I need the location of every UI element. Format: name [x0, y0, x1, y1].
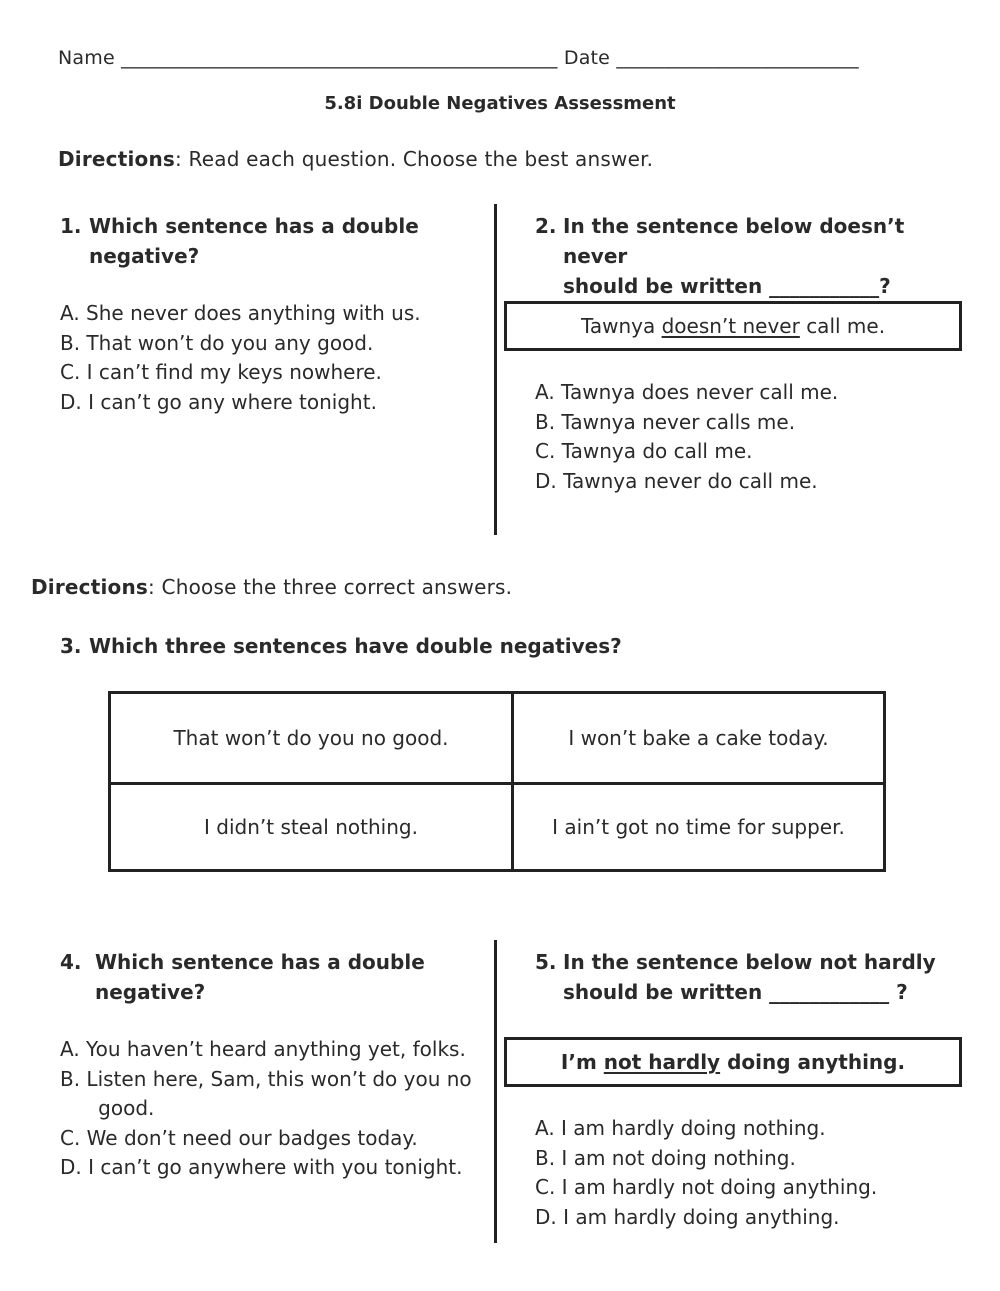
question-3-text: Which three sentences have double negatives?: [89, 634, 622, 658]
option-b[interactable]: B. Tawnya never calls me.: [535, 409, 796, 434]
grid-cell[interactable]: That won’t do you no good.: [173, 725, 449, 750]
name-blank: _____________________________________________: [121, 47, 558, 69]
grid-cell[interactable]: I didn’t steal nothing.: [111, 782, 511, 870]
question-number: 2.: [535, 214, 557, 238]
option-d[interactable]: D. Tawnya never do call me.: [535, 468, 818, 493]
option-b-continued[interactable]: good.: [60, 1096, 155, 1120]
underlined-phrase: not hardly: [603, 1050, 721, 1074]
question-2-sentence-box: [504, 301, 962, 351]
question-number: 4.: [60, 950, 82, 974]
directions-text: : Choose the three correct answers.: [148, 575, 513, 599]
question-1-line-1: Which sentence has a double: [89, 214, 419, 238]
option-b[interactable]: B. Listen here, Sam, this won’t do you no: [60, 1066, 472, 1091]
question-2-options: [535, 378, 838, 496]
underlined-phrase: doesn’t never: [661, 314, 800, 338]
question-5: [535, 947, 965, 1007]
date-label: Date: [563, 47, 611, 69]
sentence-text: Tawnya: [580, 314, 656, 338]
question-number: 3.: [60, 634, 82, 658]
option-c[interactable]: C. We don’t need our badges today.: [60, 1125, 418, 1150]
question-5-line-2: should be written ____________ ?: [563, 980, 908, 1004]
grid-cell[interactable]: I ain’t got no time for supper.: [511, 782, 883, 870]
sentence-text: call me.: [806, 314, 886, 338]
question-1: [60, 211, 460, 271]
option-c[interactable]: C. I am hardly not doing anything.: [535, 1175, 878, 1199]
option-a[interactable]: A. She never does anything with us.: [60, 301, 421, 325]
question-number: 5.: [535, 950, 557, 974]
question-5-options: [535, 1114, 877, 1232]
option-c[interactable]: C. Tawnya do call me.: [535, 439, 753, 463]
question-3: [60, 631, 760, 661]
question-4-line-1: Which sentence has a double: [95, 950, 425, 974]
question-4-line-2: negative?: [95, 980, 206, 1004]
option-a[interactable]: A. You haven’t heard anything yet, folks.: [60, 1037, 466, 1061]
grid-cell[interactable]: I won’t bake a cake today.: [511, 694, 883, 782]
question-1-options: [60, 299, 421, 417]
name-line[interactable]: [58, 47, 859, 69]
question-5-sentence-box: [504, 1037, 962, 1087]
directions-2: [31, 575, 512, 599]
option-a[interactable]: A. Tawnya does never call me.: [535, 380, 839, 404]
page-title: 5.8i Double Negatives Assessment: [324, 93, 676, 114]
directions-1: [58, 147, 653, 171]
directions-text: : Read each question. Choose the best answer.: [175, 147, 654, 171]
answer-grid: [108, 691, 886, 872]
sentence-text: I’m: [560, 1050, 597, 1074]
directions-label: Directions: [58, 147, 176, 171]
question-number: 1.: [60, 214, 82, 238]
option-d[interactable]: D. I can’t go any where tonight.: [60, 389, 377, 414]
option-b[interactable]: B. That won’t do you any good.: [60, 330, 374, 355]
sentence-text: doing anything.: [727, 1050, 906, 1074]
option-d[interactable]: D. I am hardly doing anything.: [535, 1204, 840, 1229]
question-1-line-2: negative?: [89, 244, 200, 268]
option-b[interactable]: B. I am not doing nothing.: [535, 1145, 796, 1170]
question-5-line-1: In the sentence below not hardly: [563, 950, 936, 974]
question-2: [535, 211, 965, 301]
option-c[interactable]: C. I can’t find my keys nowhere.: [60, 360, 382, 384]
date-blank: _________________________: [616, 47, 859, 69]
column-divider: [494, 940, 497, 1243]
column-divider: [494, 204, 497, 535]
name-label: Name: [58, 47, 115, 69]
question-2-line-2: should be written ___________?: [563, 274, 891, 298]
question-4: [60, 947, 480, 1007]
question-2-line-1: In the sentence below doesn’t never: [563, 214, 905, 268]
question-4-options: [60, 1035, 472, 1183]
directions-label: Directions: [31, 575, 149, 599]
option-a[interactable]: A. I am hardly doing nothing.: [535, 1116, 826, 1140]
option-d[interactable]: D. I can’t go anywhere with you tonight.: [60, 1155, 463, 1179]
